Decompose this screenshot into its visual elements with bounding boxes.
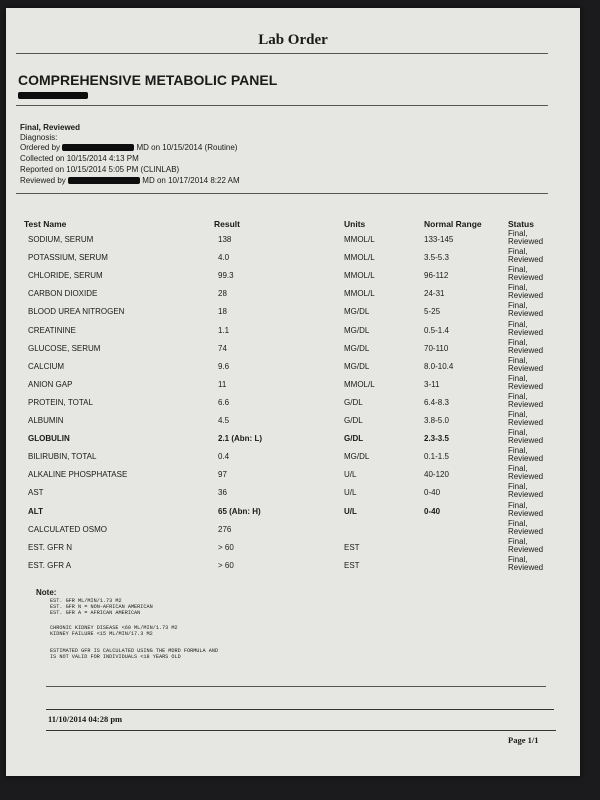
test-range: 24-31	[424, 289, 445, 298]
page-number: Page 1/1	[508, 735, 539, 745]
test-status: Final, Reviewed	[508, 392, 544, 409]
test-range: 5-25	[424, 307, 441, 316]
lab-order-page	[6, 8, 580, 776]
test-result: 276	[218, 525, 232, 534]
test-units: MG/DL	[344, 344, 370, 353]
test-status: Final, Reviewed	[508, 229, 544, 246]
test-range: 3-11	[424, 380, 440, 389]
test-name: AST	[28, 488, 44, 497]
test-status: Final, Reviewed	[508, 338, 544, 355]
test-units: G/DL	[344, 416, 363, 425]
test-name: CALCIUM	[28, 362, 65, 371]
test-name: PROTEIN, TOTAL	[28, 398, 93, 407]
test-units: MMOL/L	[344, 380, 375, 389]
test-result: 9.6	[218, 362, 230, 371]
panel-title: COMPREHENSIVE METABOLIC PANEL	[18, 72, 278, 88]
test-status: Final, Reviewed	[508, 374, 544, 391]
test-units: MMOL/L	[344, 253, 375, 262]
test-range: 6.4-8.3	[424, 398, 449, 407]
test-name: ANION GAP	[28, 380, 73, 389]
test-result: 99.3	[218, 271, 234, 280]
diagnosis-label: Diagnosis:	[20, 133, 58, 142]
test-name: BLOOD UREA NITROGEN	[28, 307, 125, 316]
test-result: 1.1	[218, 326, 230, 335]
test-status: Final, Reviewed	[508, 482, 544, 499]
test-units: MMOL/L	[344, 289, 375, 298]
note-mdrd-disclaimer: ESTIMATED GFR IS CALCULATED USING THE MDRD FORMULA AND IS NOT VALID FOR INDIVIDUALS <18 YEARS OLD	[50, 648, 219, 661]
test-units: U/L	[344, 470, 357, 479]
test-status: Final, Reviewed	[508, 464, 544, 481]
printed-timestamp: 11/10/2014 04:28 pm	[48, 714, 123, 724]
test-status: Final, Reviewed	[508, 265, 544, 282]
test-range: 0-40	[424, 507, 441, 516]
reported-on: Reported on 10/15/2014 5:05 PM (CLINLAB)	[20, 165, 180, 174]
test-units: MMOL/L	[344, 235, 375, 244]
test-name: CHLORIDE, SERUM	[28, 271, 103, 280]
test-range: 3.8-5.0	[424, 416, 449, 425]
test-status: Final, Reviewed	[508, 501, 544, 518]
test-name: BILIRUBIN, TOTAL	[28, 452, 97, 461]
reviewed-by: Reviewed by MD on 10/17/2014 8:22 AM	[20, 176, 240, 185]
test-status: Final, Reviewed	[508, 519, 544, 536]
test-status: Final, Reviewed	[508, 428, 544, 445]
test-name: POTASSIUM, SERUM	[28, 253, 108, 262]
test-result: 4.5	[218, 416, 230, 425]
test-range: 133-145	[424, 235, 454, 244]
ordered-by: Ordered by MD on 10/15/2014 (Routine)	[20, 143, 238, 152]
test-range: 40-120	[424, 470, 449, 479]
test-name: CARBON DIOXIDE	[28, 289, 98, 298]
test-units: G/DL	[344, 398, 363, 407]
test-units: U/L	[344, 488, 357, 497]
col-header-normal-range: Normal Range	[424, 219, 482, 229]
test-result: 4.0	[218, 253, 230, 262]
test-status: Final, Reviewed	[508, 301, 544, 318]
test-status: Final, Reviewed	[508, 555, 544, 572]
test-range: 0.1-1.5	[424, 452, 449, 461]
footer-divider-2	[46, 709, 554, 710]
test-result: 11	[218, 380, 227, 389]
test-range: 0-40	[424, 488, 441, 497]
test-name: CREATININE	[28, 326, 76, 335]
title-divider	[16, 53, 548, 54]
test-result: 138	[218, 235, 232, 244]
redacted-reviewing-physician	[68, 177, 140, 184]
test-units: MG/DL	[344, 326, 370, 335]
info-divider	[16, 193, 548, 194]
test-range: 96-112	[424, 271, 449, 280]
redacted-patient-name	[18, 92, 88, 99]
test-result: 74	[218, 344, 227, 353]
test-name: EST. GFR A	[28, 561, 72, 570]
test-name: GLUCOSE, SERUM	[28, 344, 101, 353]
test-result: 28	[218, 289, 227, 298]
note-title: Note:	[36, 588, 57, 597]
order-status: Final, Reviewed	[20, 123, 81, 132]
test-units: MG/DL	[344, 307, 370, 316]
collected-on: Collected on 10/15/2014 4:13 PM	[20, 154, 139, 163]
test-status: Final, Reviewed	[508, 446, 544, 463]
test-status: Final, Reviewed	[508, 537, 544, 554]
test-name: ALT	[28, 507, 43, 516]
test-result: > 60	[218, 561, 234, 570]
test-result: 2.1 (Abn: L)	[218, 434, 262, 443]
test-status: Final, Reviewed	[508, 410, 544, 427]
col-header-result: Result	[214, 219, 240, 229]
note-kidney-thresholds: CHRONIC KIDNEY DISEASE <60 ML/MIN/1.73 M2 KIDNEY FAILURE <15 ML/MIN/17.3 M2	[50, 625, 178, 638]
test-units: U/L	[344, 507, 357, 516]
test-name: ALBUMIN	[28, 416, 64, 425]
test-status: Final, Reviewed	[508, 247, 544, 264]
test-result: 65 (Abn: H)	[218, 507, 261, 516]
test-name: EST. GFR N	[28, 543, 73, 552]
document-title: Lab Order	[258, 32, 328, 48]
footer-divider-1	[46, 686, 546, 687]
test-status: Final, Reviewed	[508, 283, 544, 300]
redacted-ordering-physician	[62, 144, 134, 151]
test-result: 18	[218, 307, 227, 316]
test-status: Final, Reviewed	[508, 320, 544, 337]
test-range: 70-110	[424, 344, 449, 353]
test-name: GLOBULIN	[28, 434, 70, 443]
footer-divider-3	[46, 730, 556, 731]
note-gfr-definitions: EST. GFR ML/MIN/1.73 M2 EST. GFR N = NON-AFRICAN AMERICAN EST. GFR A = AFRICAN AMERICAN	[50, 598, 153, 617]
test-name: SODIUM, SERUM	[28, 235, 94, 244]
panel-divider	[16, 105, 548, 106]
col-header-status: Status	[508, 219, 534, 229]
test-range: 0.5-1.4	[424, 326, 449, 335]
test-units: MMOL/L	[344, 271, 375, 280]
test-units: EST	[344, 543, 360, 552]
test-name: ALKALINE PHOSPHATASE	[28, 470, 128, 479]
test-units: G/DL	[344, 434, 364, 443]
test-result: 97	[218, 470, 227, 479]
test-result: 36	[218, 488, 227, 497]
test-name: CALCULATED OSMO	[28, 525, 107, 534]
test-units: EST	[344, 561, 360, 570]
test-result: 0.4	[218, 452, 230, 461]
test-status: Final, Reviewed	[508, 356, 544, 373]
test-result: 6.6	[218, 398, 230, 407]
test-units: MG/DL	[344, 362, 370, 371]
test-result: > 60	[218, 543, 234, 552]
test-range: 8.0-10.4	[424, 362, 454, 371]
col-header-units: Units	[344, 219, 366, 229]
col-header-test-name: Test Name	[24, 219, 67, 229]
test-range: 3.5-5.3	[424, 253, 449, 262]
test-range: 2.3-3.5	[424, 434, 449, 443]
test-units: MG/DL	[344, 452, 370, 461]
